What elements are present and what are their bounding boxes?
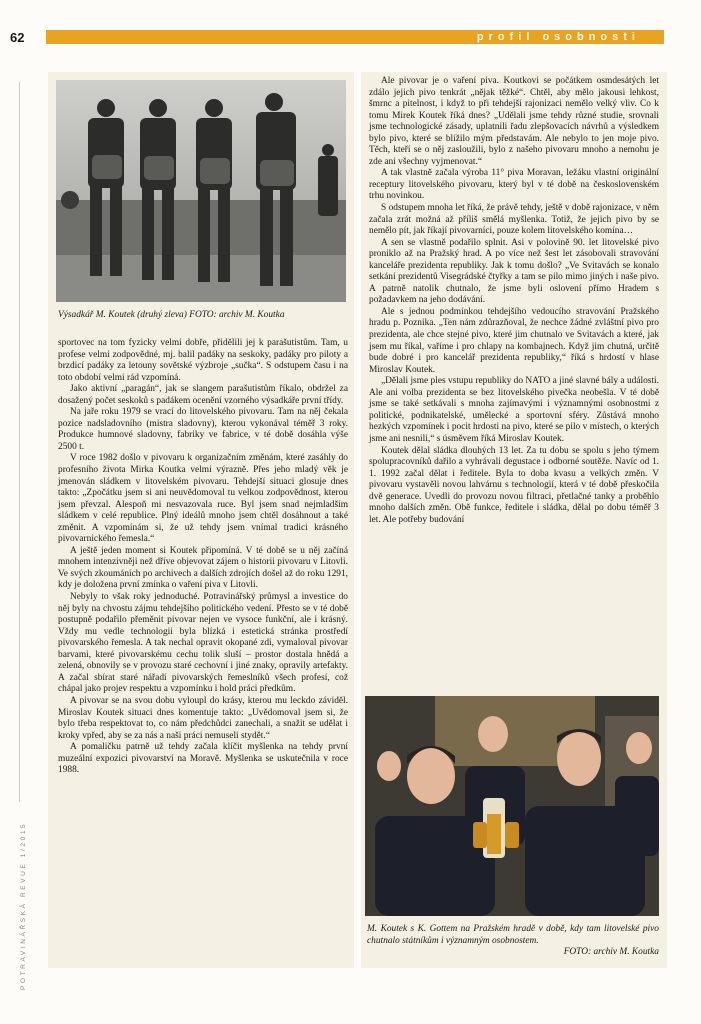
journal-sidebar-text: POTRAVINÁŘSKÁ REVUE 1/2015 [20,821,27,990]
paragraph: Koutek dělal sládka dlouhých 13 let. Za tu dobu se spolu s jeho týmem spolupracovníků dařilo a vyhrávali degustace i odborné soutěže. Navíc od 1. 1. 1992 začal dělat i ředitele. Byla to doba kvasu a velkých změn. V pivovaru vystavěli novou lahvárnu s technologií, která v té době přeskočila dvě generace. Uvedli do provozu novou filtraci, přetlačné tanky a proběhlo mnoho dalších změn. Obě funkce, ředitele i sládka, dělal po dobu téměř 3 let. Ale potřeby budování [369,445,659,525]
paragraph: „Dělali jsme ples vstupu republiky do NATO a jiné slavné bály a události. Ale ani volba prezidenta se bez litovelského pivečka neobešla. V té době jsme se také setkávali s mnoha zajímavými i významnými osobnostmi z politické, podnikatelské, umělecké a sportovní sféry. Zůstává mnoho hezkých vzpomínek i pocit hrdosti na pivo, které se pilo v místech, o kterých jsme ani nesnili,“ s úsměvem říká Miroslav Koutek. [369,376,659,444]
section-header-bar [46,30,664,44]
section-label: profil osobnosti [476,31,640,43]
left-photo-caption: Výsadkář M. Koutek (druhý zleva) FOTO: archiv M. Koutka [58,310,285,320]
paragraph: Ale s jednou podmínkou tehdejšího vedoucího stravování Pražského hradu p. Poznika. „Ten nám zdůrazňoval, že nechce žádné zvláštní pivo pro prezidenta, ale chce stejné pivo, které jim chutnalo ve Svitavách a které, jak jsem mu říkal, vaříme i pro chlapy na kombajnech. Když jim chutná, určitě bude dobré i pro kancelář prezidenta republiky,“ říká s hrdostí v hlase Miroslav Koutek. [369,306,659,375]
page-number: 62 [10,30,25,45]
right-photo-credit: FOTO: archiv M. Koutka [563,947,659,957]
right-column-panel [361,72,667,968]
paragraph: A sen se vlastně podařilo splnit. Asi v polovině 90. let litovelské pivo proniklo až na Pražský hrad. A po více než šest let zásobovali stravování kanceláře prezidenta republiky. Jak k tomu došlo? „Ve Svitavách se konalo setkání prezidentů Visegrádské čtyřky a tam se pilo mimo jiných i naše pivo. A patrně natolik chutnalo, že jsme byli oslovení přímo Hradem s požadavkem na jeho dodávání. [369,237,659,306]
paragraph: A pivovar se na svou dobu vyloupl do krásy, kterou mu leckdo záviděl. Miroslav Koutek situaci dnes komentuje takto: „Uvědomoval jsem si, že bylo třeba respektovat to, co nám předchůdci zanechali, a snažit se udělat i kroky vpřed, aby se za nás a naši práci nemuseli stydět.“ [58,695,348,741]
paragraph: V roce 1982 došlo v pivovaru k organizačním změnám, které zasáhly do profesního života Mirka Koutka velmi výrazně. Přes jeho mladý věk je jmenován sládkem v litovelském pivovaru. Tehdejší situaci glosuje dnes takto: „Zpočátku jsem si ani neuvědomoval tu velkou zodpovědnost, kterou jsem převzal. Alespoň mi nesvazovala ruce. Byl jsem snad nejmladším sládkem v celé republice. Plný ideálů mnoho jsem chtěl dosáhnout a také změnit. A vzpomínám si, že už tehdy jsem vnímal tradici krásného pivovarnického řemesla.“ [58,453,348,545]
paragraph: A pomaličku patrně už tehdy začala klíčit myšlenka na tehdy první muzeální expozici pivovarství na Moravě. Myšlenka se uskutečnila v roce 1988. [58,742,348,776]
paragraph: Ale pivovar je o vaření piva. Koutkovi se počátkem osmdesátých let zdálo jejich pivo tenkrát „nějak těžké“. Chtěl, aby mělo jakousi lehkost, šmrnc a pitelnost, i když to při tehdejší rajonizaci nemělo velký vliv. Co k tomu Mirek Koutek říká dnes? „Udělali jsme tehdy různé studie, srovnali jsme technologické zásady, uplatnili řadu zlepšovacích návrhů a výsledkem bylo pivo, které se blížilo mým představám. Ale nebylo to jen moje pivo. Těch, kteří se o něj zasloužili, bylo z našeho pivovaru mnoho a nemohu je zde ani všechny vyjmenovat.“ [369,76,659,167]
gott-koutek-photo [365,696,659,916]
paratroopers-photo [56,80,346,302]
left-text-column [58,338,348,777]
paragraph: Na jaře roku 1979 se vrací do litovelského pivovaru. Tam na něj čekala pozice nadsladovního (mistra sladovny), kterou vykonával téměř 3 roky. Produkce humnové sladovny, fabriky ve fabrice, v té době dosáhla výše 2500 t. [58,407,348,452]
paragraph: Nebyly to však roky jednoduché. Potravinářský průmysl a investice do něj byly na chvostu zájmu tehdejšího politického vedení. Přesto se v té době postupně podařilo přeměnit pivovar nejen ve vysoce funkční, ale i krásný. Vždy mu vedle technologii byla blízká i estetická stránka prostředí pivovarského řemesla. A tak nechal opravit okopané zdi, vymaloval pivovar barvami, které pivovarskému cechu tolik sluší – prostor dostala hnědá a zelená, obnovily se v provozu staré cechovní i jiné znaky, opravily artefakty. A začal sbírat staré nářadí pivovarských řemeslníků všech profesí, což chápal jako projev respektu a vzpomínku i hold práci předkům. [58,592,348,695]
paragraph: sportovec na tom fyzicky velmi dobře, přidělili jej k parašutistům. Tam, u profese velmi zodpovědné, mj. balil padáky na seskoky, padáky pro piloty a brzdicí padáky za letouny sovětské výzbroje „sučka“. S odstupem času i na toto období velmi rád vzpomíná. [58,338,348,383]
paragraph: A tak vlastně začala výroba 11° piva Moravan, ležáku vlastní originální receptury litovelského pivovaru, který byl v té době na československém trhu novinkou. [369,168,659,202]
paragraph: S odstupem mnoha let říká, že právě tehdy, ještě v době rajonizace, v něm začala zrát možná až příliš smělá myšlenka. Totiž, že jejich pivo by se nemělo pít, jak říkají pivovarníci, pouze kolem litovelského komína… [369,203,659,237]
right-text-column [369,76,659,526]
paragraph: A ještě jeden moment si Koutek připomíná. V té době se u něj začíná mnohem intenzivněji než dříve objevovat zájem o historii pivovaru v Litovli. Ve svých zkoumáních po archivech a dalších zdrojích došel až do roku 1291, kdy je doložena první zmínka o vaření piva v Litovli. [58,545,348,591]
margin-rule [19,82,20,802]
right-photo-caption: M. Koutek s K. Gottem na Pražském hradě v době, kdy tam litovelské pivo chutnalo státníkům i významným osobnostem. [367,924,659,946]
paragraph: Jako aktivní „paragán“, jak se slangem parašutistům říkalo, obdržel za dosažený počet seskoků s padákem ocenění vzorného výsadkáře první třídy. [58,384,348,406]
left-column-panel [48,72,354,968]
